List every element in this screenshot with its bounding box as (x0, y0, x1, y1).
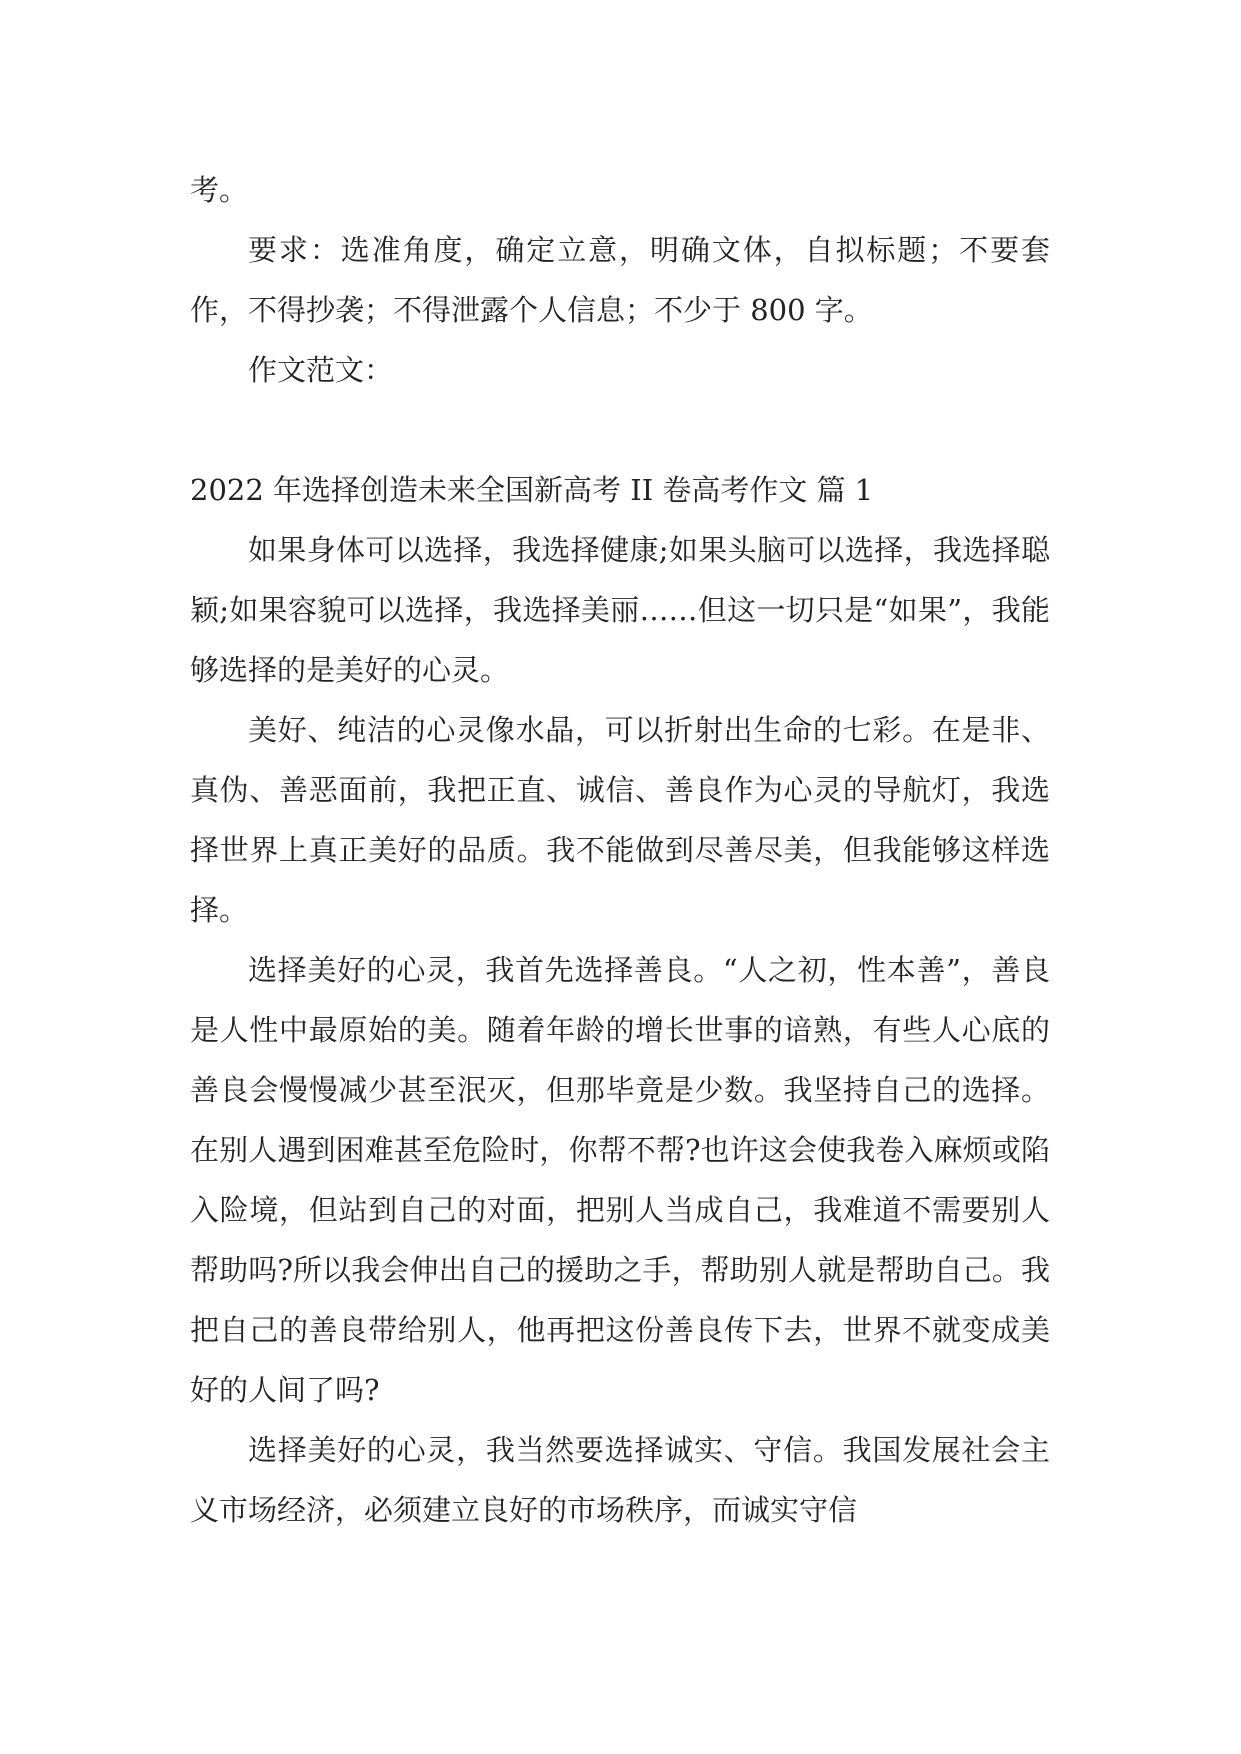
body-paragraph: 美好、纯洁的心灵像水晶，可以折射出生命的七彩。在是非、真伪、善恶面前，我把正直、诚信、善良作为心灵的导航灯，我选择世界上真正美好的品质。我不能做到尽善尽美，但我能够这样选择。 (190, 713, 1050, 927)
body-paragraph: 选择美好的心灵，我当然要选择诚实、守信。我国发展社会主义市场经济，必须建立良好的市场秩序，而诚实守信 (190, 1433, 1050, 1527)
section-title: 2022 年选择创造未来全国新高考 II 卷高考作文 篇 1 (190, 473, 874, 507)
blank-line (190, 400, 1050, 460)
body-paragraph: 选择美好的心灵，我首先选择善良。“人之初，性本善”，善良是人性中最原始的美。随着年龄的增长世事的谙熟，有些人心底的善良会慢慢减少甚至泯灭，但那毕竟是少数。我坚持自己的选择。在别人遇到困难甚至危险时，你帮不帮?也许这会使我卷入麻烦或陷入险境，但站到自己的对面，把别人当成自己，我难道不需要别人帮助吗?所以我会伸出自己的援助之手，帮助别人就是帮助自己。我把自己的善良带给别人，他再把这份善良传下去，世界不就变成美好的人间了吗? (190, 953, 1050, 1407)
paragraph-sample-label: 作文范文： (248, 353, 394, 387)
body-paragraph: 如果身体可以选择，我选择健康;如果头脑可以选择，我选择聪颖;如果容貌可以选择，我选择美丽……但这一切只是“如果”，我能够选择的是美好的心灵。 (190, 533, 1050, 687)
document-page (190, 160, 1050, 1540)
paragraph-requirements: 要求：选准角度，确定立意，明确文体，自拟标题；不要套作，不得抄袭；不得泄露个人信息；不少于 800 字。 (190, 233, 1050, 327)
paragraph-continuation: 考。 (190, 173, 249, 207)
